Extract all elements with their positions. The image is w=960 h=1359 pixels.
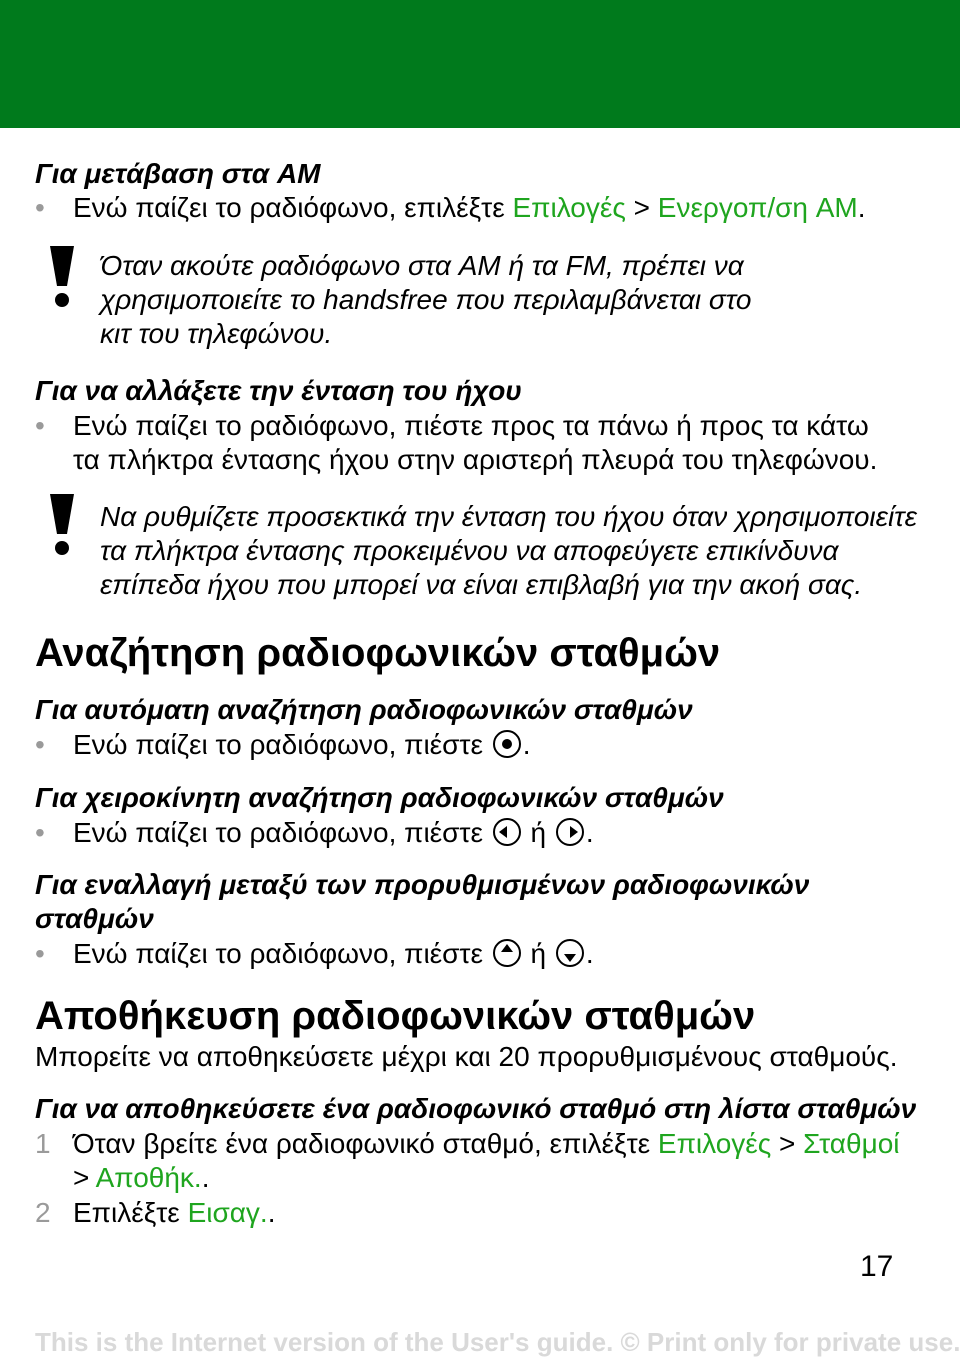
period: . bbox=[857, 192, 866, 223]
bullet-dot: • bbox=[35, 938, 45, 969]
or-text: ή bbox=[522, 817, 554, 848]
nav-down-key-icon bbox=[554, 937, 586, 969]
header-bar bbox=[0, 0, 960, 128]
period: . bbox=[201, 1162, 210, 1193]
insert-link[interactable]: Εισαγ. bbox=[187, 1197, 268, 1228]
save-link[interactable]: Αποθήκ. bbox=[95, 1162, 202, 1193]
footer-disclaimer: This is the Internet version of the User's guide. © Print only for private use. bbox=[35, 1327, 960, 1357]
preset-text: Ενώ παίζει το ραδιόφωνο, πιέστε bbox=[73, 938, 491, 969]
bullet-dot: • bbox=[35, 410, 45, 441]
enable-am-link[interactable]: Ενεργοπ/ση AM bbox=[657, 192, 858, 223]
warning-line: τα πλήκτρα έντασης προκειμένου να αποφεύγετε επικίνδυνα bbox=[100, 535, 839, 566]
menu-separator: > bbox=[625, 192, 658, 223]
period: . bbox=[522, 729, 531, 760]
auto-search-text: Ενώ παίζει το ραδιόφωνο, πιέστε bbox=[73, 729, 491, 760]
period: . bbox=[585, 817, 594, 848]
step-2-text: Επιλέξτε bbox=[73, 1197, 188, 1228]
bullet-dot: • bbox=[35, 817, 45, 848]
step-number: 2 bbox=[35, 1197, 51, 1228]
step-2 bbox=[73, 1196, 276, 1230]
am-instruction bbox=[73, 191, 866, 225]
am-text: Ενώ παίζει το ραδιόφωνο, επιλέξτε bbox=[73, 192, 513, 223]
manual-search-subheading: Για χειροκίνητη αναζήτηση ραδιοφωνικών σταθμών bbox=[35, 782, 724, 813]
bullet-dot: • bbox=[35, 729, 45, 760]
volume-line: τα πλήκτρα έντασης ήχου στην αριστερή πλευρά του τηλεφώνου. bbox=[73, 444, 878, 475]
manual-search-text: Ενώ παίζει το ραδιόφωνο, πιέστε bbox=[73, 817, 491, 848]
step-number: 1 bbox=[35, 1128, 51, 1159]
save-intro: Μπορείτε να αποθηκεύσετε μέχρι και 20 προρυθμισμένους σταθμούς. bbox=[35, 1041, 898, 1072]
warning-icon bbox=[42, 494, 82, 564]
save-heading: Αποθήκευση ραδιοφωνικών σταθμών bbox=[35, 994, 756, 1038]
warning-line: επίπεδα ήχου που μπορεί να είναι επιβλαβή για την ακοή σας. bbox=[100, 569, 863, 600]
bullet-dot: • bbox=[35, 192, 45, 223]
page-number: 17 bbox=[860, 1250, 894, 1283]
options-link[interactable]: Επιλογές bbox=[512, 192, 626, 223]
warning-line: χρησιμοποιείτε το handsfree που περιλαμβάνεται στο bbox=[100, 284, 752, 315]
preset-instruction bbox=[73, 937, 594, 971]
step-1-text: Όταν βρείτε ένα ραδιοφωνικό σταθμό, επιλέξτε bbox=[73, 1128, 658, 1159]
period: . bbox=[585, 938, 594, 969]
auto-search-instruction bbox=[73, 728, 531, 762]
nav-right-key-icon bbox=[554, 816, 586, 848]
warning-icon bbox=[42, 246, 82, 316]
manual-search-instruction bbox=[73, 816, 594, 850]
step-1 bbox=[73, 1127, 900, 1161]
preset-subheading: Για εναλλαγή μεταξύ των προρυθμισμένων ραδιοφωνικών bbox=[35, 869, 810, 900]
volume-subheading: Για να αλλάξετε την ένταση του ήχου bbox=[35, 375, 522, 406]
warning-line: Όταν ακούτε ραδιόφωνο στα AM ή τα FM, πρέπει να bbox=[100, 250, 744, 281]
auto-search-subheading: Για αυτόματη αναζήτηση ραδιοφωνικών σταθμών bbox=[35, 694, 693, 725]
volume-line: Ενώ παίζει το ραδιόφωνο, πιέστε προς τα πάνω ή προς τα κάτω bbox=[73, 410, 869, 441]
warning-line: Να ρυθμίζετε προσεκτικά την ένταση του ήχου όταν χρησιμοποιείτε bbox=[100, 501, 917, 532]
menu-separator: > bbox=[771, 1128, 804, 1159]
or-text: ή bbox=[522, 938, 554, 969]
save-list-subheading: Για να αποθηκεύσετε ένα ραδιοφωνικό σταθμό στη λίστα σταθμών bbox=[35, 1093, 917, 1124]
warning-line: κιτ του τηλεφώνου. bbox=[100, 318, 333, 349]
nav-up-key-icon bbox=[491, 937, 523, 969]
menu-separator-lead: > bbox=[73, 1162, 96, 1193]
nav-left-key-icon bbox=[491, 816, 523, 848]
step-1-cont bbox=[73, 1161, 209, 1195]
preset-subheading-cont: σταθμών bbox=[35, 903, 154, 934]
search-heading: Αναζήτηση ραδιοφωνικών σταθμών bbox=[35, 631, 721, 675]
stations-link[interactable]: Σταθμοί bbox=[803, 1128, 900, 1159]
nav-center-key-icon bbox=[491, 728, 523, 760]
am-subheading: Για μετάβαση στα AM bbox=[35, 158, 321, 189]
period: . bbox=[267, 1197, 276, 1228]
options-link[interactable]: Επιλογές bbox=[657, 1128, 772, 1159]
